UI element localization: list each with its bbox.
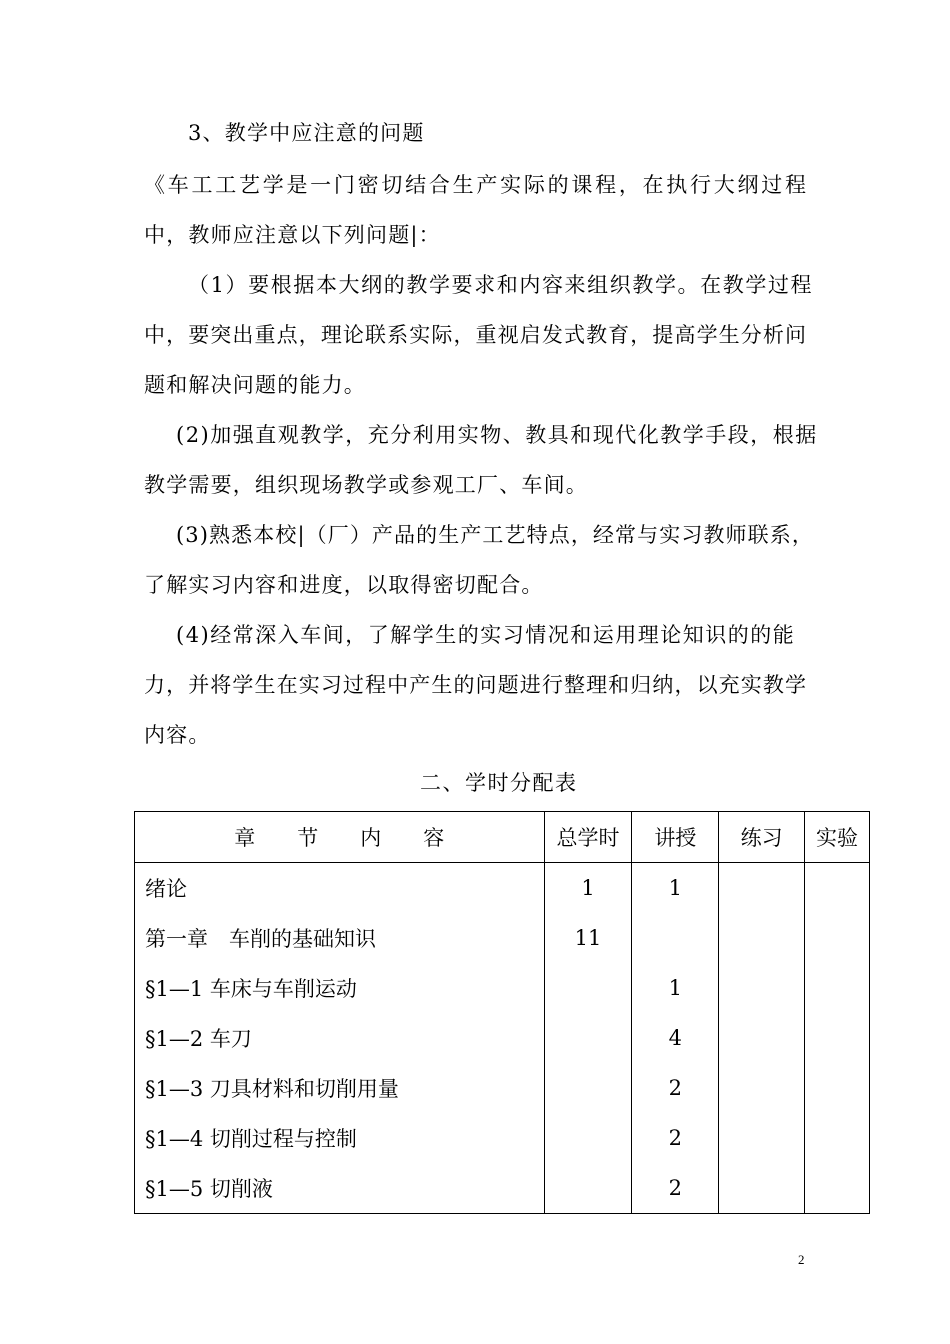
row-experiment [805,863,870,914]
row-lecture: 2 [632,1063,719,1113]
table-row [135,1113,870,1163]
row-total-hours [544,1013,632,1063]
table-row [135,1163,870,1214]
item-2-line-1: (2)加强直观教学，充分利用实物、教具和现代化教学手段，根据 [176,423,818,447]
item-3-line-2: 了解实习内容和进度，以取得密切配合。 [144,573,544,597]
row-experiment [805,963,870,1013]
header-content: 章 节 内 容 [135,812,545,863]
row-content: §1—1 车床与车削运动 [135,963,545,1013]
row-practice [719,1013,805,1063]
item-1-line-3: 题和解决问题的能力。 [144,373,366,397]
row-total-hours [544,1063,632,1113]
item-4-line-1: (4)经常深入车间，了解学生的实习情况和运用理论知识的的能 [176,623,796,647]
row-total-hours [544,963,632,1013]
row-content: §1—5 切削液 [135,1163,545,1214]
item-2-line-2: 教学需要，组织现场教学或参观工厂、车间。 [144,473,588,497]
section-heading: 3、教学中应注意的问题 [188,121,425,145]
row-lecture: 1 [632,863,719,914]
table-row [135,913,870,963]
row-content: 绪论 [135,863,545,914]
row-content: §1—3 刀具材料和切削用量 [135,1063,545,1113]
item-4-line-3: 内容。 [144,723,211,747]
table-row [135,863,870,914]
table-header-row [135,812,870,863]
row-total-hours [544,1163,632,1214]
table-row [135,1063,870,1113]
row-lecture [632,913,719,963]
item-1-line-2: 中，要突出重点，理论联系实际，重视启发式教育，提高学生分析问 [144,323,806,347]
row-content: 第一章 车削的基础知识 [135,913,545,963]
row-lecture: 1 [632,963,719,1013]
item-3-line-1: (3)熟悉本校|（厂）产品的生产工艺特点，经常与实习教师联系， [176,523,814,547]
header-total-hours: 总学时 [544,812,632,863]
header-lecture: 讲授 [632,812,719,863]
header-experiment: 实验 [805,812,870,863]
hours-allocation-table [134,811,870,1214]
row-experiment [805,1163,870,1214]
row-content: §1—4 切削过程与控制 [135,1113,545,1163]
row-practice [719,963,805,1013]
row-experiment [805,1063,870,1113]
row-total-hours [544,1113,632,1163]
page-number: 2 [798,1252,805,1267]
row-total-hours: 1 [544,863,632,914]
table-title: 二、学时分配表 [420,771,578,795]
row-lecture: 4 [632,1013,719,1063]
row-lecture: 2 [632,1163,719,1214]
row-practice [719,913,805,963]
row-total-hours: 11 [544,913,632,963]
table-row [135,963,870,1013]
row-lecture: 2 [632,1113,719,1163]
row-content: §1—2 车刀 [135,1013,545,1063]
header-practice: 练习 [719,812,805,863]
item-1-line-1: （1）要根据本大纲的教学要求和内容来组织教学。在教学过程 [188,273,814,297]
row-practice [719,1163,805,1214]
row-practice [719,1063,805,1113]
row-practice [719,1113,805,1163]
row-experiment [805,1113,870,1163]
row-experiment [805,1013,870,1063]
intro-paragraph-line-2: 中，教师应注意以下列问题|： [144,223,441,247]
item-4-line-2: 力，并将学生在实习过程中产生的问题进行整理和归纳，以充实教学 [144,673,806,697]
row-practice [719,863,805,914]
intro-paragraph-line-1: 《车工工艺学是一门密切结合生产实际的课程，在执行大纲过程 [144,173,806,197]
table-row [135,1013,870,1063]
row-experiment [805,913,870,963]
